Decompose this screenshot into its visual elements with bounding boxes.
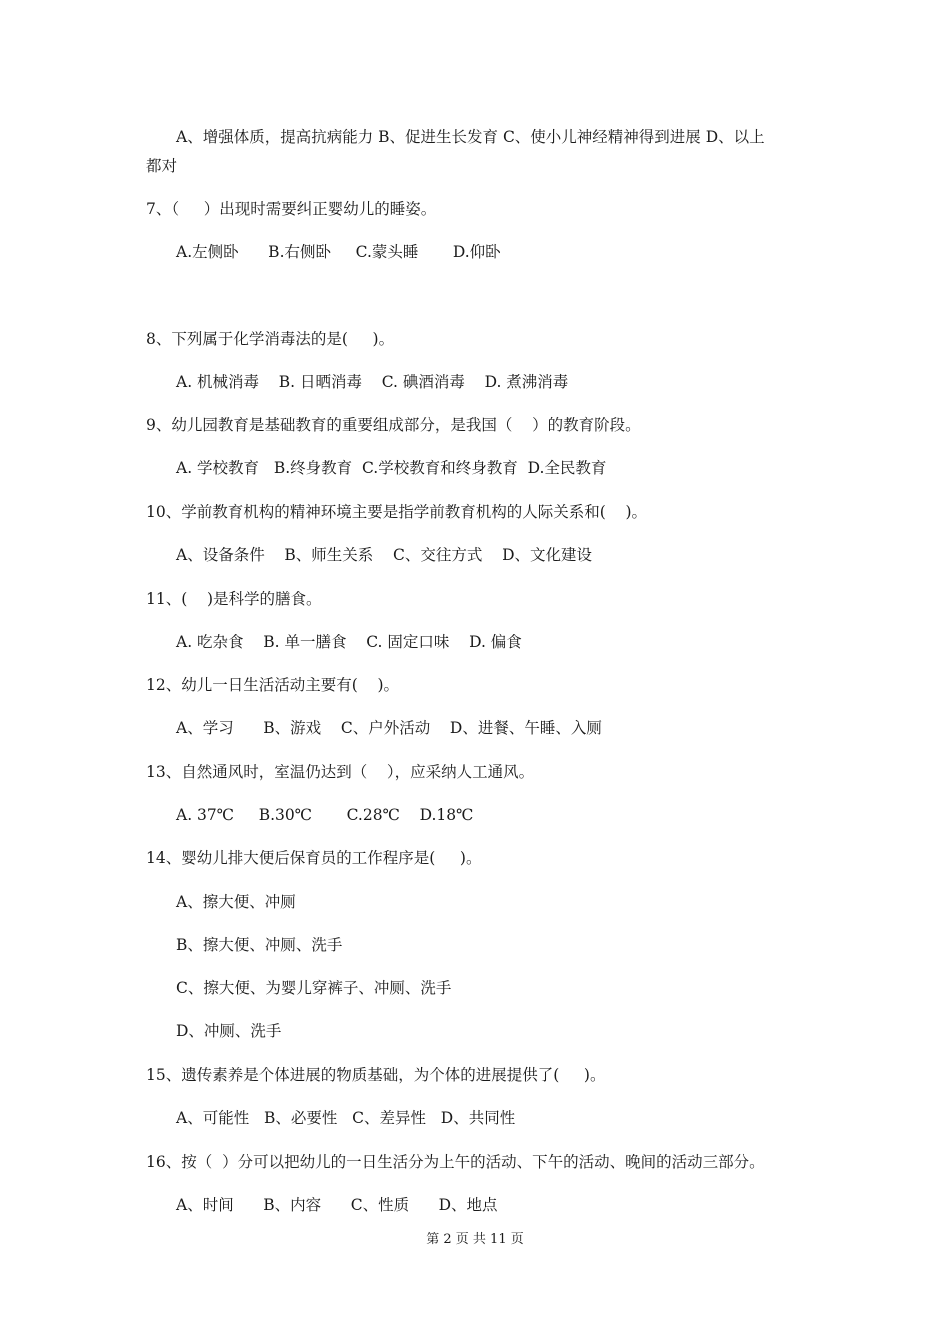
- q13-options: A. 37℃ B.30℃ C.28℃ D.18℃: [176, 806, 474, 824]
- q12-question: 12、幼儿一日生活活动主要有( )。: [146, 676, 400, 694]
- q6-options-line1: A、增强体质，提高抗病能力 B、促进生长发育 C、使小儿神经精神得到进展 D、以上: [176, 128, 765, 146]
- q7-options: A.左侧卧 B.右侧卧 C.蒙头睡 D.仰卧: [176, 243, 501, 261]
- q10-question: 10、学前教育机构的精神环境主要是指学前教育机构的人际关系和( )。: [146, 503, 648, 521]
- q12-options: A、学习 B、游戏 C、户外活动 D、进餐、午睡、入厕: [176, 719, 602, 737]
- q16-options: A、时间 B、内容 C、性质 D、地点: [176, 1196, 498, 1214]
- page-footer: 第 2 页 共 11 页: [426, 1232, 524, 1247]
- q8-question: 8、下列属于化学消毒法的是( )。: [146, 330, 395, 348]
- q9-options: A. 学校教育 B.终身教育 C.学校教育和终身教育 D.全民教育: [176, 459, 607, 477]
- q10-options: A、设备条件 B、师生关系 C、交往方式 D、文化建设: [176, 546, 592, 564]
- q11-question: 11、( )是科学的膳食。: [146, 590, 322, 608]
- q6-options-line2: 都对: [146, 157, 178, 175]
- q15-options: A、可能性 B、必要性 C、差异性 D、共同性: [176, 1109, 516, 1127]
- q11-options: A. 吃杂食 B. 单一膳食 C. 固定口味 D. 偏食: [176, 633, 522, 651]
- q8-options: A. 机械消毒 B. 日晒消毒 C. 碘酒消毒 D. 煮沸消毒: [176, 373, 569, 391]
- q14-option-c: C、擦大便、为婴儿穿裤子、冲厕、洗手: [176, 979, 452, 997]
- q7-question: 7、（ ）出现时需要纠正婴幼儿的睡姿。: [146, 200, 437, 218]
- q14-option-a: A、擦大便、冲厕: [176, 893, 296, 911]
- q14-option-b: B、擦大便、冲厕、洗手: [176, 936, 343, 954]
- q14-option-d: D、冲厕、洗手: [176, 1022, 282, 1040]
- q16-question: 16、按（ ）分可以把幼儿的一日生活分为上午的活动、下午的活动、晚间的活动三部分。: [146, 1153, 765, 1171]
- q14-question: 14、婴幼儿排大便后保育员的工作程序是( )。: [146, 849, 482, 867]
- q9-question: 9、幼儿园教育是基础教育的重要组成部分，是我国（ ）的教育阶段。: [146, 416, 641, 434]
- q13-question: 13、自然通风时，室温仍达到（ ），应采纳人工通风。: [146, 763, 535, 781]
- q15-question: 15、遗传素养是个体进展的物质基础，为个体的进展提供了( )。: [146, 1066, 606, 1084]
